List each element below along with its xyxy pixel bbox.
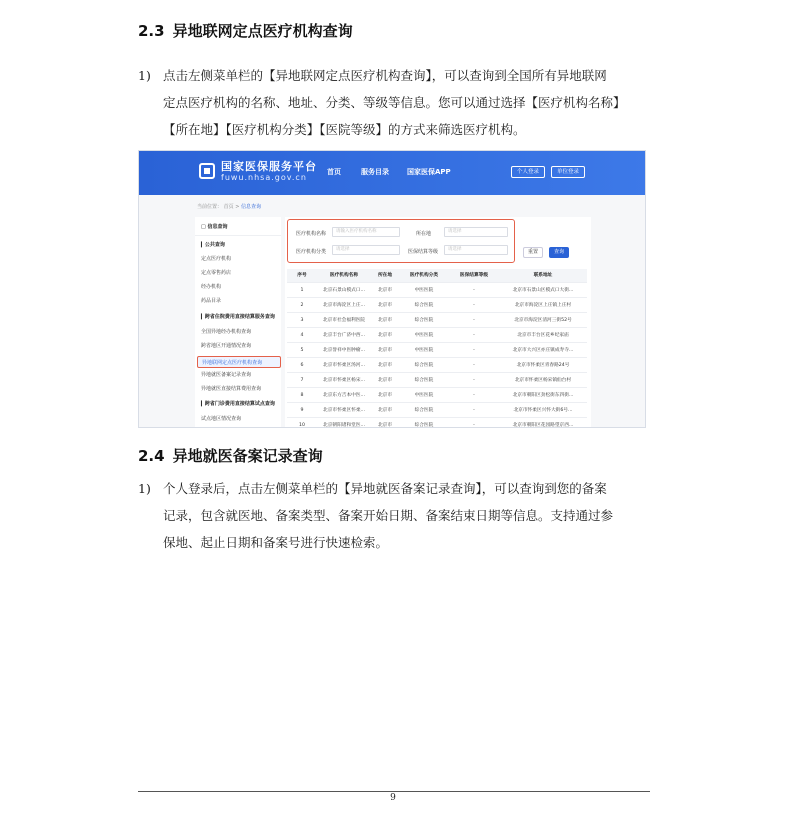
table-cell: 北京市 <box>377 378 393 383</box>
sidebar-group-outpatient[interactable]: ▎跨省门诊费用直接结算试点查询 <box>201 401 275 407</box>
section-title: 异地联网定点医疗机构查询 <box>172 22 353 40</box>
brand-url: fuwu.nhsa.gov.cn <box>221 173 307 182</box>
query-button[interactable]: 查询 <box>549 247 569 258</box>
table-cell: 10 <box>299 423 305 428</box>
table-cell: 北京市 <box>377 288 393 293</box>
personal-login-button[interactable]: 个人登录 <box>511 166 545 178</box>
table-header-cell: 医疗机构名称 <box>329 273 359 278</box>
nav-app[interactable]: 国家医保APP <box>407 168 451 176</box>
table-row[interactable] <box>287 329 587 343</box>
table-cell: 北京市大兴区亦庄镇成寿寺... <box>512 348 574 353</box>
table-row[interactable] <box>287 314 587 328</box>
table-cell: 综合医院 <box>414 423 434 428</box>
table-row[interactable] <box>287 359 587 373</box>
table-cell: 3 <box>300 318 304 323</box>
table-cell: 北京市 <box>377 363 393 368</box>
table-cell: - <box>473 303 475 308</box>
table-cell: 北京市朝阳区花园路望京西... <box>512 423 574 428</box>
table-header-cell: 医保结算等级 <box>459 273 489 278</box>
table-cell: 北京市丰台区花乡纪家庙 <box>517 333 569 338</box>
embedded-screenshot <box>138 150 646 428</box>
sidebar-item[interactable]: 跨省地区开通情况查询 <box>201 343 252 349</box>
sidebar <box>195 217 281 428</box>
table-header-row <box>287 269 587 283</box>
table-cell: 北京市怀柔区杨宋镇仙台村 <box>514 378 572 383</box>
table-cell: - <box>473 393 475 398</box>
table-cell: 北京市 <box>377 333 393 338</box>
table-cell: 中医医院 <box>414 333 434 338</box>
table-cell: 北京市 <box>377 318 393 323</box>
sidebar-item[interactable]: 定点医疗机构 <box>201 256 232 262</box>
table-cell: - <box>473 348 475 353</box>
paragraph-line: 【所在地】【医疗机构分类】【医院等级】的方式来筛选医疗机构。 <box>163 122 526 137</box>
table-cell: 北京市海淀区上庄... <box>323 303 365 308</box>
filter-label: 所在地 <box>416 231 432 237</box>
section-heading-2-3 <box>138 20 353 41</box>
main-panel <box>285 217 591 428</box>
sidebar-item-label: 异地联网定点医疗机构查询 <box>202 360 263 366</box>
breadcrumb-prefix: 当前位置： <box>197 204 223 210</box>
table-cell: 北京市 <box>377 408 393 413</box>
page-number: 9 <box>390 793 396 803</box>
table-row[interactable] <box>287 389 587 403</box>
table-cell: 北京市 <box>377 423 393 428</box>
table-cell: 北京市朝阳区劲松街东四街... <box>512 393 574 398</box>
sidebar-item-active[interactable] <box>197 356 281 368</box>
portal-header <box>139 151 646 195</box>
logo-icon <box>199 163 215 179</box>
section-title: 异地就医备案记录查询 <box>172 447 323 465</box>
level-select[interactable]: 请选择 <box>444 245 508 255</box>
list-index: 1) <box>138 68 151 83</box>
unit-login-button[interactable]: 单位登录 <box>551 166 585 178</box>
table-cell: 综合医院 <box>414 363 434 368</box>
table-cell: 综合医院 <box>414 408 434 413</box>
sidebar-group-inpatient[interactable]: ▎跨省住院费用直接结算服务查询 <box>201 314 275 320</box>
table-cell: 综合医院 <box>414 303 434 308</box>
table-cell: - <box>473 288 475 293</box>
table-cell: 中医医院 <box>414 348 434 353</box>
table-cell: 北京市石景山区模式口大街... <box>512 288 574 293</box>
table-cell: 1 <box>300 288 304 293</box>
table-cell: - <box>473 378 475 383</box>
table-cell: 8 <box>300 393 304 398</box>
paragraph-line: 记录，包含就医地、备案类型、备案开始日期、备案结束日期等信息。支持通过参 <box>163 508 614 523</box>
table-row[interactable] <box>287 299 587 313</box>
table-cell: 北京市海淀区上庄镇上庄村 <box>514 303 572 308</box>
sidebar-group-public[interactable]: ▎公共查询 <box>201 242 225 248</box>
table-cell: 7 <box>300 378 304 383</box>
table-cell: 北京誉祥中医肿瘤... <box>323 348 365 353</box>
table-cell: 北京市 <box>377 348 393 353</box>
table-cell: 6 <box>300 363 304 368</box>
table-cell: 北京石景山模式口... <box>323 288 365 293</box>
sidebar-item-info-query[interactable]: □ 信息查询 <box>201 224 228 230</box>
table-cell: 北京市海淀区清河三街52号 <box>514 318 572 323</box>
filter-label: 医疗机构分类 <box>296 249 327 255</box>
sidebar-item[interactable]: 试点地区情况查询 <box>201 416 242 422</box>
category-select[interactable]: 请选择 <box>332 245 400 255</box>
breadcrumb-separator: > <box>235 204 240 210</box>
sidebar-item[interactable]: 异地就医备案记录查询 <box>201 372 252 378</box>
table-cell: - <box>473 408 475 413</box>
sidebar-item[interactable]: 全国异地经办机构查询 <box>201 329 252 335</box>
brand-title: 国家医保服务平台 <box>221 160 317 173</box>
list-index: 1) <box>138 481 151 496</box>
table-cell: 中医医院 <box>414 393 434 398</box>
table-cell: 2 <box>300 303 304 308</box>
table-cell: 北京市怀柔区兴怀大街6号... <box>513 408 573 413</box>
institution-name-input[interactable]: 请输入医疗机构名称 <box>332 227 400 237</box>
table-cell: - <box>473 363 475 368</box>
nav-service-catalog[interactable]: 服务目录 <box>361 168 389 176</box>
table-cell: 5 <box>300 348 304 353</box>
table-cell: - <box>473 423 475 428</box>
table-cell: 北京市 <box>377 303 393 308</box>
table-row[interactable] <box>287 419 587 428</box>
table-cell: 综合医院 <box>414 378 434 383</box>
table-cell: - <box>473 333 475 338</box>
paragraph-line: 点击左侧菜单栏的【异地联网定点医疗机构查询】，可以查询到全国所有异地联网 <box>163 68 607 83</box>
filter-label: 医疗机构名称 <box>296 231 327 237</box>
filter-label: 医保结算等级 <box>408 249 439 255</box>
table-cell: 北京市怀柔区怀柔... <box>323 408 365 413</box>
table-cell: 北京市怀柔区杨宋... <box>323 378 365 383</box>
sidebar-item[interactable]: 药品目录 <box>201 298 222 304</box>
table-header-cell: 所在地 <box>377 273 393 278</box>
breadcrumb-current: 信息查询 <box>241 204 262 210</box>
sidebar-item[interactable]: 异地就医直接结算费用查询 <box>201 386 262 392</box>
paragraph-line: 个人登录后，点击左侧菜单栏的【异地就医备案记录查询】，可以查询到您的备案 <box>163 481 607 496</box>
table-cell: 北京市怀柔区青春路24号 <box>516 363 570 368</box>
paragraph-line: 定点医疗机构的名称、地址、分类、等级等信息。您可以通过选择【医疗机构名称】 <box>163 95 626 110</box>
section-heading-2-4 <box>138 445 323 466</box>
table-cell: 北京朝阳诸和堂医... <box>323 423 365 428</box>
location-select[interactable]: 请选择 <box>444 227 508 237</box>
table-cell: 4 <box>300 333 304 338</box>
paragraph-2-4 <box>138 475 650 556</box>
reset-button[interactable]: 重置 <box>523 247 543 258</box>
table-cell: 北京市 <box>377 393 393 398</box>
table-cell: - <box>473 318 475 323</box>
paragraph-2-3 <box>138 62 650 143</box>
table-row[interactable] <box>287 284 587 298</box>
section-number: 2.3 <box>138 22 165 40</box>
sidebar-item[interactable]: 经办机构 <box>201 284 222 290</box>
table-row[interactable] <box>287 344 587 358</box>
table-cell: 9 <box>300 408 304 413</box>
sidebar-item[interactable]: 定点零售药店 <box>201 270 232 276</box>
nav-home[interactable]: 首页 <box>327 168 341 176</box>
table-header-cell: 联系地址 <box>533 273 553 278</box>
paragraph-line: 保地、起止日期和备案号进行快速检索。 <box>163 535 389 550</box>
table-cell: 北京市怀柔区汤河... <box>323 363 365 368</box>
breadcrumb <box>197 203 261 210</box>
table-row[interactable] <box>287 404 587 418</box>
breadcrumb-home[interactable]: 首页 <box>223 204 234 210</box>
table-cell: 北京丰台广济中西... <box>323 333 365 338</box>
section-number: 2.4 <box>138 447 165 465</box>
table-row[interactable] <box>287 374 587 388</box>
table-header-cell: 医疗机构分类 <box>409 273 439 278</box>
footer-rule <box>138 791 650 792</box>
table-cell: 中医医院 <box>414 288 434 293</box>
table-cell: 北京东方吉本中医... <box>323 393 365 398</box>
filter-panel <box>287 219 515 263</box>
table-cell: 北京市社会福利医院 <box>322 318 366 323</box>
table-cell: 综合医院 <box>414 318 434 323</box>
table-header-cell: 序号 <box>297 273 307 278</box>
